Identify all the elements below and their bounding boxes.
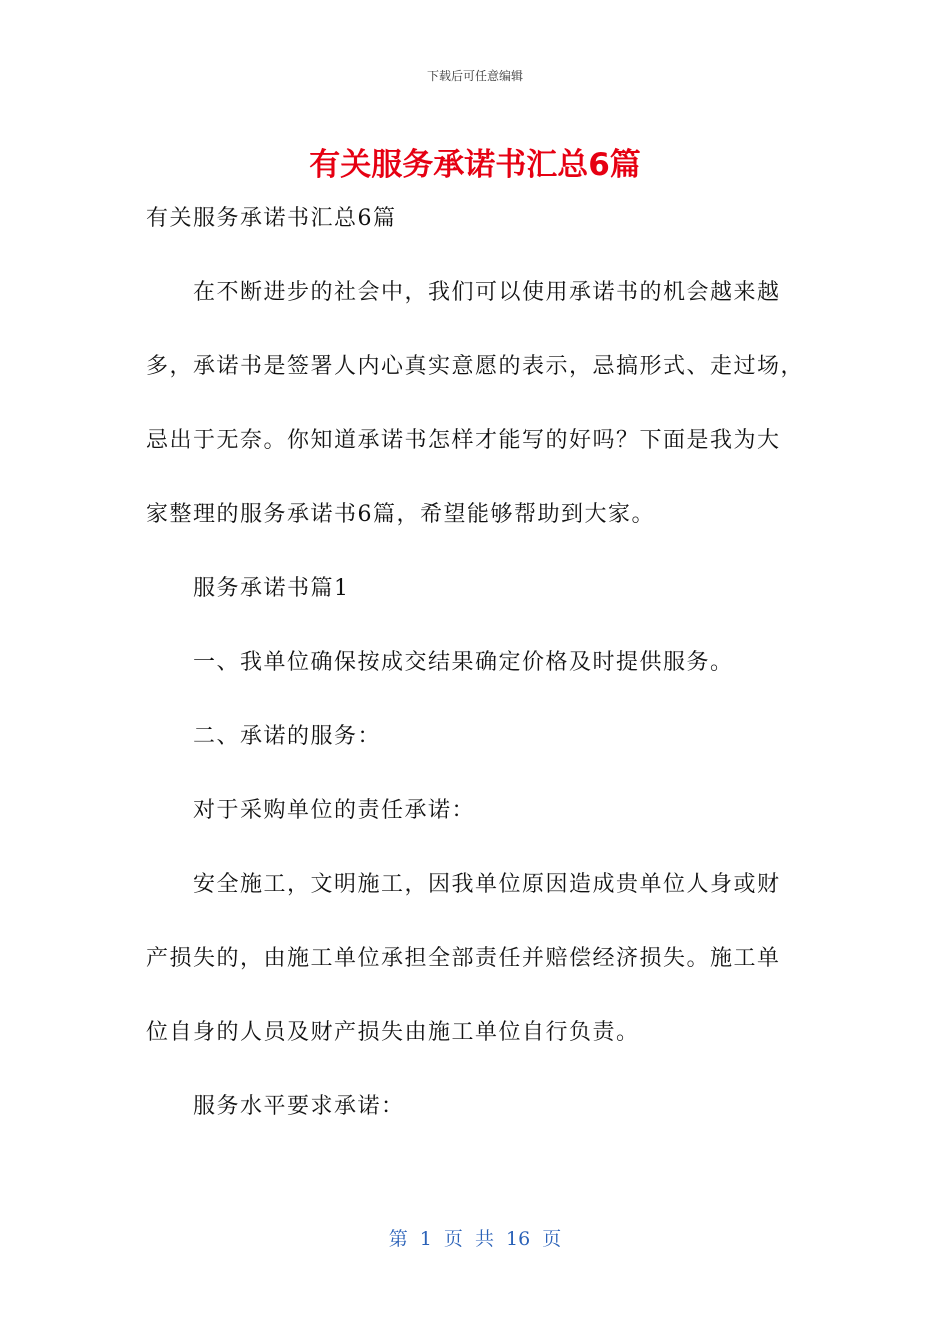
paragraph-line: 一、我单位确保按成交结果确定价格及时提供服务。 [193,650,734,675]
paragraph-line: 位自身的人员及财产损失由施工单位自行负责。 [146,1020,640,1045]
paragraph-line: 产损失的，由施工单位承担全部责任并赔偿经济损失。施工单 [146,946,781,971]
subtitle-line: 有关服务承诺书汇总6篇 [146,206,397,231]
paragraph-line: 对于采购单位的责任承诺： [193,798,476,823]
paragraph-line: 在不断进步的社会中，我们可以使用承诺书的机会越来越 [193,280,781,305]
header-note: 下载后可任意编辑 [426,69,523,83]
document-title: 有关服务承诺书汇总6篇 [309,147,641,183]
paragraph-line: 家整理的服务承诺书6篇，希望能够帮助到大家。 [146,502,655,527]
paragraph-line: 安全施工，文明施工，因我单位原因造成贵单位人身或财 [193,872,781,897]
page-footer: 第 1 页 共 16 页 [388,1228,562,1250]
document-body [146,194,814,1156]
paragraph-line: 多，承诺书是签署人内心真实意愿的表示，忌搞形式、走过场， [146,354,805,379]
paragraph-line: 二、承诺的服务： [193,724,382,749]
section-heading: 服务承诺书篇1 [193,576,350,601]
paragraph-line: 服务水平要求承诺： [193,1094,405,1119]
paragraph-line: 忌出于无奈。你知道承诺书怎样才能写的好吗？下面是我为大 [146,428,781,453]
